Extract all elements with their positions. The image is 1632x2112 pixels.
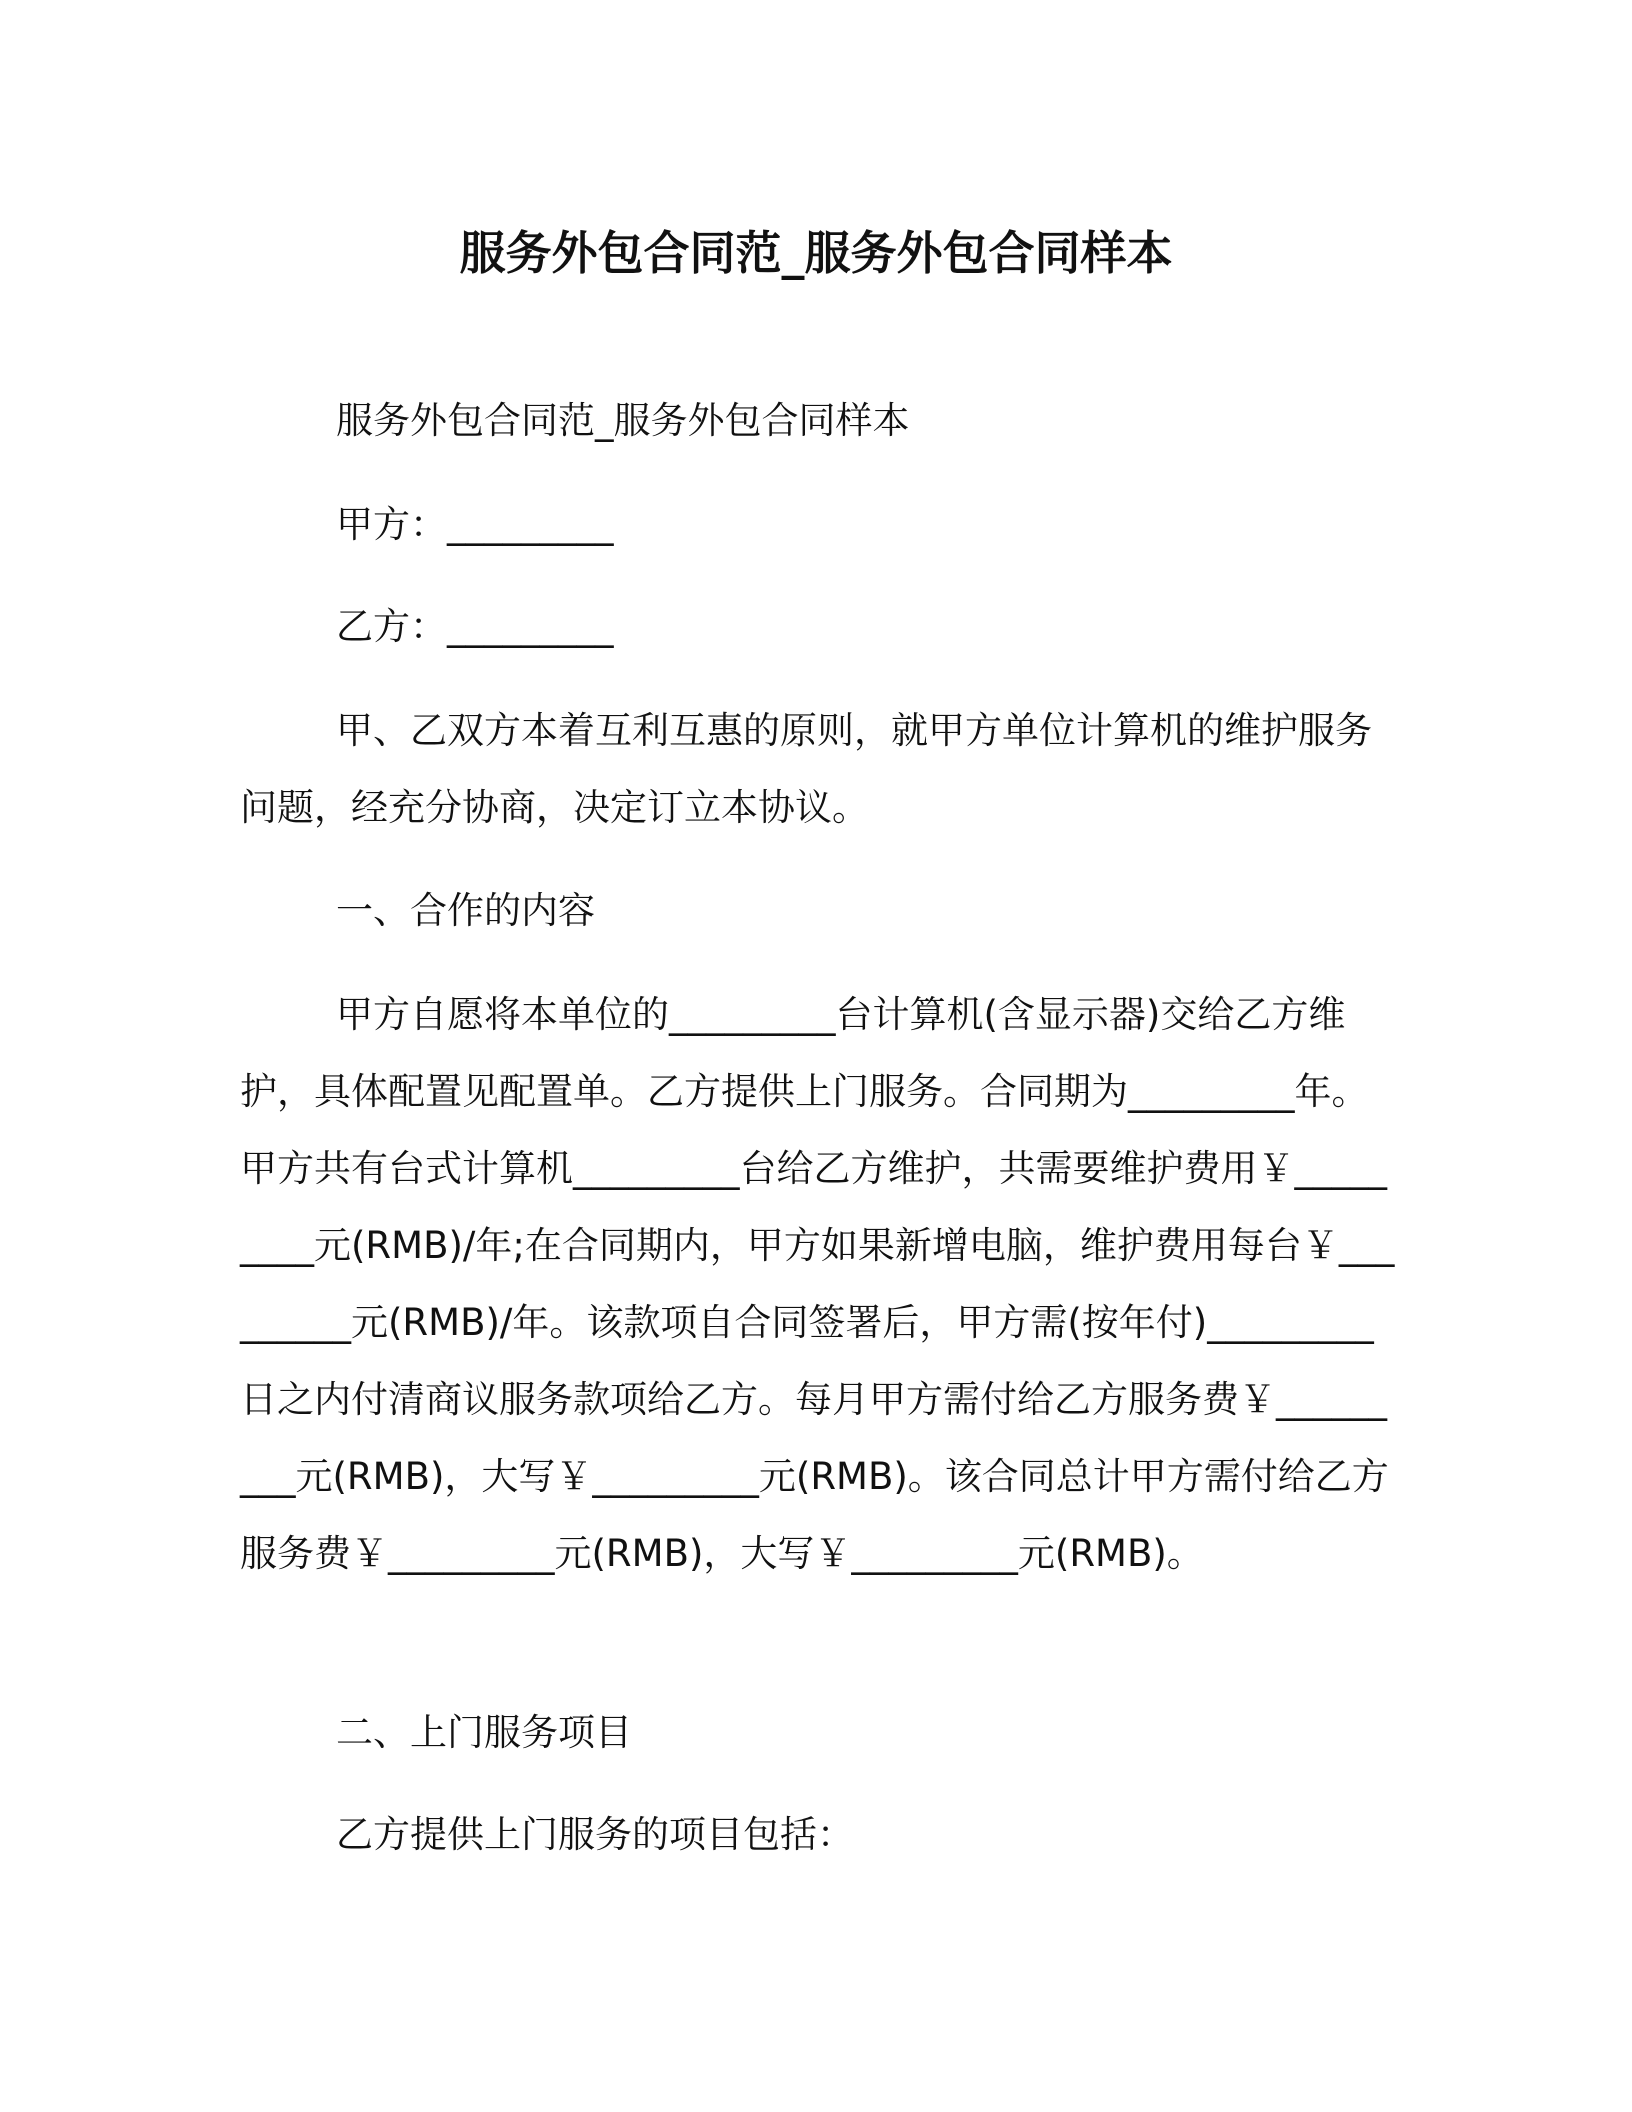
section-1-body: 甲方自愿将本单位的_________台计算机(含显示器)交给乙方维护，具体配置见配置单。乙方提供上门服务。合同期为_________年。甲方共有台式计算机_________台给乙方维护，共需要维护费用￥_________元(RMB)/年;在合同期内，甲方如果新增电脑，维护费用每台￥_________元(RMB)/年。该款项自合同签署后，甲方需(按年付)_________日之内付清商议服务款项给乙方。每月甲方需付给乙方服务费￥_________元(RMB)，大写￥_________元(RMB)。该合同总计甲方需付给乙方服务费￥_________元(RMB)，大写￥_________元(RMB)。 [240, 993, 1395, 1575]
party-a-line: 甲方：_________ [336, 503, 614, 546]
intro-paragraph: 甲、乙双方本着互利互惠的原则，就甲方单位计算机的维护服务问题，经充分协商，决定订立本协议。 [240, 709, 1372, 829]
document-subtitle: 服务外包合同范_服务外包合同样本 [336, 399, 910, 442]
section-2-body: 乙方提供上门服务的项目包括： [336, 1813, 854, 1856]
section-2-heading: 二、上门服务项目 [336, 1711, 632, 1754]
document-title: 服务外包合同范_服务外包合同样本 [459, 226, 1173, 280]
section-1-heading: 一、合作的内容 [336, 889, 595, 932]
party-b-line: 乙方：_________ [336, 605, 614, 648]
